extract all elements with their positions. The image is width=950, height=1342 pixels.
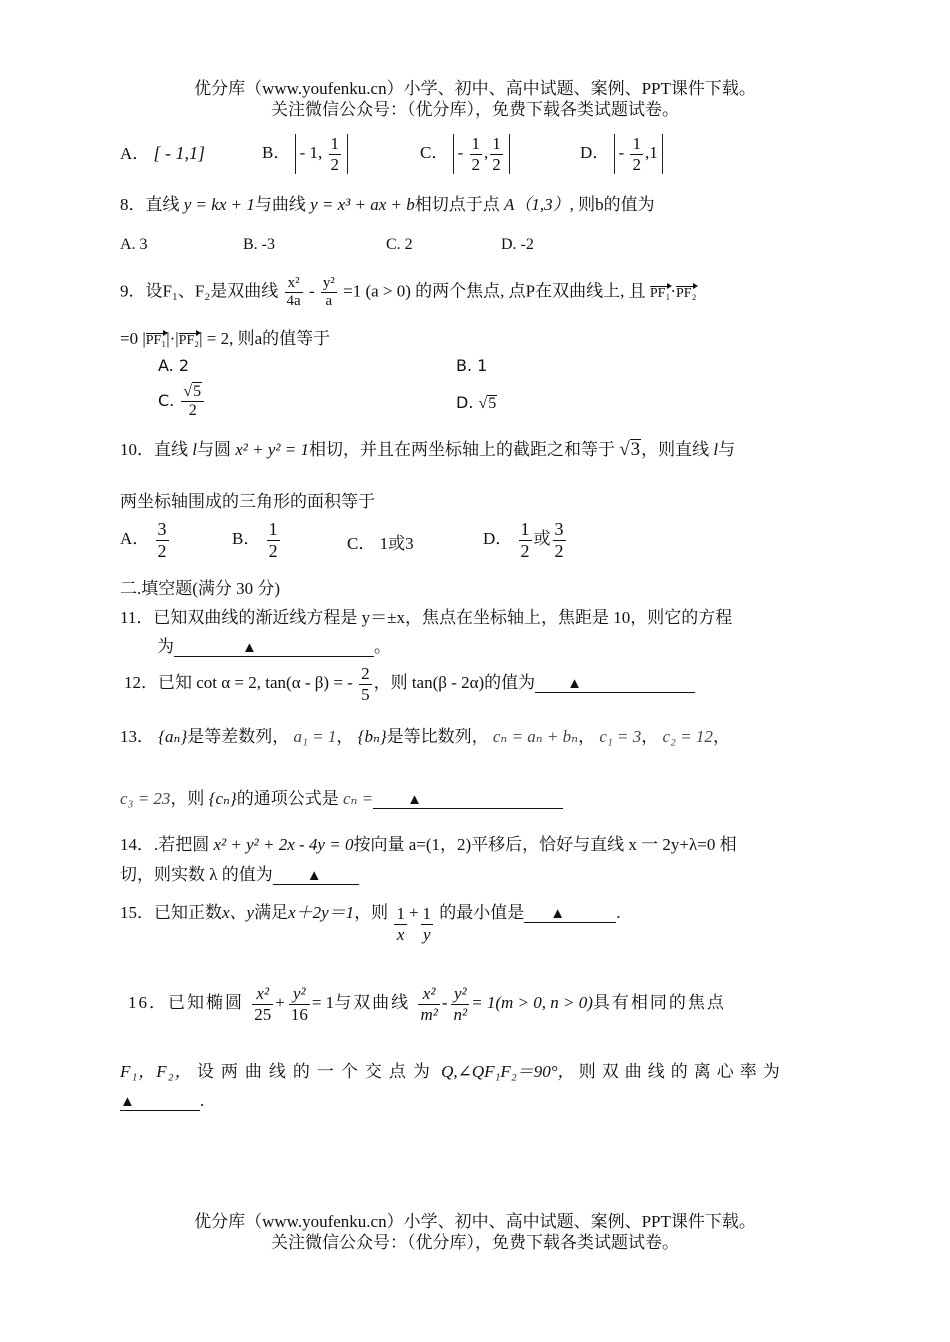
- denominator: 2: [632, 154, 641, 174]
- option-d: D. -2: [501, 236, 534, 253]
- question-text: 的值为: [484, 672, 536, 692]
- question-text: ，则: [170, 789, 205, 808]
- q7-option-c: [420, 134, 510, 174]
- fraction: [630, 134, 643, 174]
- q16-question: [128, 984, 726, 1024]
- numerator: 3: [157, 519, 167, 539]
- footer-line-1: 优分库（www.youfenku.cn）小学、初中、高中试题、案例、PPT课件下载。: [194, 1212, 756, 1231]
- question-text: 直线: [154, 440, 188, 459]
- denominator: a: [325, 293, 333, 310]
- triangle-icon: ▲: [120, 1094, 135, 1110]
- punctuation: ，: [578, 727, 596, 746]
- triangle-icon: ▲: [550, 906, 566, 922]
- question-text: ，则直线: [641, 440, 710, 459]
- question-text: ，则: [354, 903, 389, 922]
- math-expression: = 1(m > 0, n > 0): [471, 992, 593, 1012]
- question-text: 的最小值是: [439, 903, 525, 922]
- numerator: x²: [418, 984, 439, 1005]
- question-text: , 则b的值为: [569, 195, 655, 214]
- math-expression: cot α = 2, tan(α - β) = -: [196, 672, 353, 692]
- answer-blank[interactable]: [524, 904, 616, 923]
- dot-operator: ·: [670, 281, 676, 301]
- option-a: A. 3: [120, 236, 148, 253]
- denominator: y: [423, 925, 431, 944]
- question-number: 14．: [120, 835, 154, 854]
- numerator: 1: [520, 519, 530, 539]
- numerator: 1: [492, 134, 501, 153]
- math-expression: x² + y² = 1: [235, 440, 309, 459]
- numerator: x²: [252, 984, 273, 1005]
- denominator: 4a: [286, 293, 301, 310]
- question-text: 已知正数: [154, 903, 222, 922]
- question-text: 与双曲线: [334, 992, 411, 1012]
- question-text: 相切点于点: [414, 195, 500, 214]
- denominator: n²: [453, 1004, 468, 1024]
- option-c: [158, 382, 206, 421]
- option-b: B. 1: [456, 356, 488, 375]
- question-text: 具有相同的焦点: [592, 992, 726, 1012]
- question-number: 10．: [120, 440, 154, 459]
- fraction: [321, 275, 337, 311]
- right-value: ,1: [644, 142, 658, 162]
- math-expression: cₙ =: [342, 789, 374, 808]
- minus-sign: -: [308, 281, 315, 301]
- math-expression: a₁ = 1: [293, 727, 337, 746]
- vector-pf1: PF₁: [145, 333, 167, 348]
- triangle-icon: ▲: [242, 640, 257, 656]
- punctuation: .: [616, 903, 621, 922]
- denominator: x: [396, 925, 405, 944]
- sqrt-value: 5: [488, 395, 497, 412]
- fraction: [267, 519, 280, 561]
- option-value: [ - 1,1]: [153, 143, 206, 163]
- question-number: 13．: [120, 727, 154, 746]
- question-number: 12．: [124, 672, 158, 692]
- math-expression: {aₙ}: [158, 727, 188, 746]
- math-expression: y = kx + 1: [183, 195, 255, 214]
- question-text: 为: [157, 637, 174, 656]
- bracket-expression: [295, 134, 348, 174]
- q7-option-a: [120, 144, 205, 162]
- numerator: 1: [422, 904, 432, 924]
- math-expression: | = 2: [199, 329, 230, 348]
- sqrt-expression: √5: [478, 395, 497, 412]
- fraction: [359, 664, 372, 704]
- minus-sign: -: [441, 992, 450, 1012]
- minus-sign: -: [618, 142, 625, 162]
- fraction: [329, 134, 342, 174]
- header-line-1: 优分库（www.youfenku.cn）小学、初中、高中试题、案例、PPT课件下载。: [194, 79, 756, 98]
- triangle-icon: ▲: [407, 792, 423, 808]
- question-text: 是等差数列，: [187, 727, 290, 746]
- question-text: 已知双曲线的渐近线方程是 y＝±x，焦点在坐标轴上，焦距是 10，则它的方程: [153, 608, 733, 627]
- question-text: 设两曲线的一个交点为: [196, 1062, 437, 1081]
- denominator: 2: [268, 540, 278, 561]
- question-text: 直线: [145, 195, 180, 214]
- q11-question: [120, 609, 732, 626]
- vector-pf1: PF₁: [649, 285, 671, 301]
- denominator: 2: [492, 154, 501, 174]
- math-expression: =0 |: [120, 329, 146, 348]
- fraction: [470, 134, 483, 174]
- denominator: 2: [520, 540, 530, 561]
- question-text: 已知椭圆: [168, 992, 244, 1012]
- fraction: [285, 275, 303, 311]
- question-text: 的通项公式是: [236, 789, 339, 808]
- option-label: D．: [483, 529, 513, 549]
- q9-question: [120, 275, 696, 311]
- math-expression: x＋2y＝1: [288, 903, 355, 922]
- option-label: B．: [262, 142, 291, 162]
- sqrt-expression: √3: [619, 439, 641, 460]
- question-number: 8．: [120, 195, 146, 214]
- answer-blank[interactable]: [373, 790, 563, 809]
- question-text: 相切，并且在两坐标轴上的截距之和等于: [308, 440, 615, 459]
- math-expression: =1 (a > 0): [343, 281, 411, 301]
- q13-question: [120, 728, 730, 745]
- math-expression: Q,∠QF₁F₂＝90°，: [441, 1062, 575, 1081]
- math-expression: A（1,3）: [504, 195, 570, 214]
- q14-question: [120, 836, 737, 853]
- footer-line-2: 关注微信公众号：（优分库），免费下载各类试题试卷。: [271, 1233, 679, 1252]
- question-text: 的两个焦点, 点P在双曲线上, 且: [415, 281, 646, 301]
- math-expression: = 1: [311, 992, 335, 1012]
- plus-sign: +: [408, 903, 419, 922]
- q16-question-line-2: [120, 1063, 786, 1080]
- triangle-icon: ▲: [567, 675, 582, 692]
- numerator: 3: [554, 519, 564, 539]
- question-text: 则双曲线的离心率为: [578, 1062, 786, 1081]
- fraction: [490, 134, 503, 174]
- option-label: A．: [120, 529, 150, 549]
- option-label: B．: [232, 529, 261, 549]
- math-expression: tan(β - 2α): [411, 672, 485, 692]
- minus-sign: -: [457, 142, 464, 162]
- left-value: - 1,: [299, 142, 323, 162]
- math-expression: {cₙ}: [208, 789, 237, 808]
- var-l: l: [192, 440, 197, 459]
- bracket-expression: - $\frac{1}{2}$ , $\frac{1}{2}$: [453, 134, 510, 174]
- numerator: 1: [396, 904, 405, 924]
- option-c: C． 1或3: [347, 534, 414, 553]
- denominator: 5: [361, 684, 370, 704]
- denominator: 2: [554, 540, 564, 561]
- triangle-icon: ▲: [306, 868, 322, 884]
- math-expression: cₙ = aₙ + bₙ: [492, 727, 579, 746]
- question-text: 与曲线: [254, 195, 306, 214]
- answer-blank[interactable]: [120, 1092, 200, 1111]
- option-label: C.: [158, 390, 175, 410]
- math-expression: c₃ = 23: [120, 789, 171, 808]
- numerator: y²: [451, 984, 469, 1005]
- math-expression: x、y: [222, 903, 255, 922]
- fraction: [181, 382, 204, 421]
- q7-option-d: [580, 134, 663, 174]
- math-expression: F₁，F₂，: [120, 1062, 193, 1081]
- numerator: y²: [289, 984, 310, 1005]
- question-text: ，则: [373, 672, 408, 692]
- option-a: [120, 519, 171, 561]
- numerator: 1: [268, 519, 278, 539]
- numerator: 1: [632, 134, 641, 153]
- option-label: A．: [120, 144, 150, 163]
- denominator: 2: [471, 154, 481, 174]
- denominator: 25: [254, 1004, 272, 1024]
- q16-answer-line: [120, 1092, 204, 1111]
- denominator: 2: [188, 402, 197, 420]
- punctuation: 。: [374, 637, 391, 656]
- plus-sign: +: [275, 992, 287, 1012]
- question-text: .若把圆: [154, 835, 210, 854]
- bracket-expression: [614, 134, 663, 174]
- question-text: 切，则实数 λ 的值为: [120, 865, 273, 884]
- q12-question: [124, 664, 695, 704]
- option-c: C. 2: [386, 236, 413, 253]
- denominator: 2: [157, 540, 167, 561]
- q14-question-line-2: [120, 866, 359, 885]
- punctuation: .: [200, 1091, 205, 1110]
- numerator: x²: [285, 275, 303, 293]
- sqrt-value: 3: [630, 439, 641, 460]
- section-title: 二.填空题(满分 30 分): [120, 579, 281, 598]
- option-label: D．: [580, 142, 610, 162]
- numerator: √5: [181, 382, 204, 402]
- fraction: [252, 984, 273, 1024]
- question-text: 已知: [158, 672, 192, 692]
- question-text: , 则a的值等于: [229, 329, 331, 348]
- fraction: [418, 984, 439, 1024]
- sqrt-value: 5: [193, 383, 202, 400]
- q13-question-line-2: [120, 790, 563, 809]
- q7-option-b: [262, 134, 348, 174]
- option-b: B. -3: [243, 236, 275, 253]
- answer-blank[interactable]: [174, 638, 374, 657]
- fraction: [289, 984, 310, 1024]
- option-label: C．: [420, 142, 449, 162]
- denominator: 16: [290, 1004, 308, 1024]
- answer-blank[interactable]: [535, 674, 695, 693]
- fraction: [156, 519, 169, 561]
- math-expression: x² + y² + 2x - 4y = 0: [213, 835, 354, 854]
- punctuation: ，: [712, 727, 730, 746]
- punctuation: ，: [336, 727, 354, 746]
- fraction: [451, 984, 469, 1024]
- option-label: D.: [456, 393, 474, 412]
- fraction: [421, 904, 434, 944]
- math-expression: |·|: [166, 329, 179, 348]
- header-line-2: 关注微信公众号：（优分库），免费下载各类试题试卷。: [271, 100, 679, 119]
- var-l: l: [713, 440, 719, 459]
- denominator: 2: [330, 154, 340, 174]
- question-text: 设F₁、F₂是双曲线: [145, 281, 279, 301]
- q8-question: [120, 196, 655, 213]
- math-expression: c₂ = 12: [662, 727, 713, 746]
- q9-question-line-2: [120, 330, 330, 348]
- or-text: 或: [533, 529, 551, 549]
- option-d: [483, 519, 568, 561]
- numerator: 1: [330, 134, 340, 153]
- vector-pf2: PF₂: [676, 285, 697, 301]
- q15-question: [120, 904, 621, 945]
- question-text: 与圆: [196, 440, 231, 459]
- numerator: y²: [321, 275, 337, 293]
- q10-question-line-2: 两坐标轴围成的三角形的面积等于: [120, 492, 375, 511]
- option-d: [456, 395, 497, 412]
- q10-question: [120, 439, 735, 459]
- punctuation: ，: [641, 727, 659, 746]
- question-number: 9．: [120, 281, 146, 301]
- q11-question-line-2: [157, 638, 391, 657]
- option-a: A. 2: [158, 356, 190, 375]
- question-text: 满足: [254, 903, 289, 922]
- denominator: m²: [420, 1004, 438, 1024]
- answer-blank[interactable]: [273, 866, 359, 885]
- numerator: 2: [361, 664, 370, 683]
- question-text: 按向量 a=(1，2)平移后，恰好与直线 x 一 2y+λ=0 相: [353, 835, 737, 854]
- math-expression: {bₙ}: [357, 727, 387, 746]
- fraction: [553, 519, 566, 561]
- math-expression: y = x³ + ax + b: [310, 195, 415, 214]
- math-expression: c₁ = 3: [599, 727, 642, 746]
- fraction: [394, 904, 407, 944]
- question-text: 与: [718, 440, 736, 459]
- vector-pf2: PF₂: [178, 333, 200, 348]
- option-b: [232, 519, 282, 561]
- numerator: 1: [471, 134, 481, 153]
- question-number: 11．: [120, 608, 154, 627]
- question-text: 是等比数列，: [386, 727, 489, 746]
- fraction: [519, 519, 532, 561]
- question-number: 15．: [120, 903, 154, 922]
- question-number: 16．: [128, 992, 168, 1012]
